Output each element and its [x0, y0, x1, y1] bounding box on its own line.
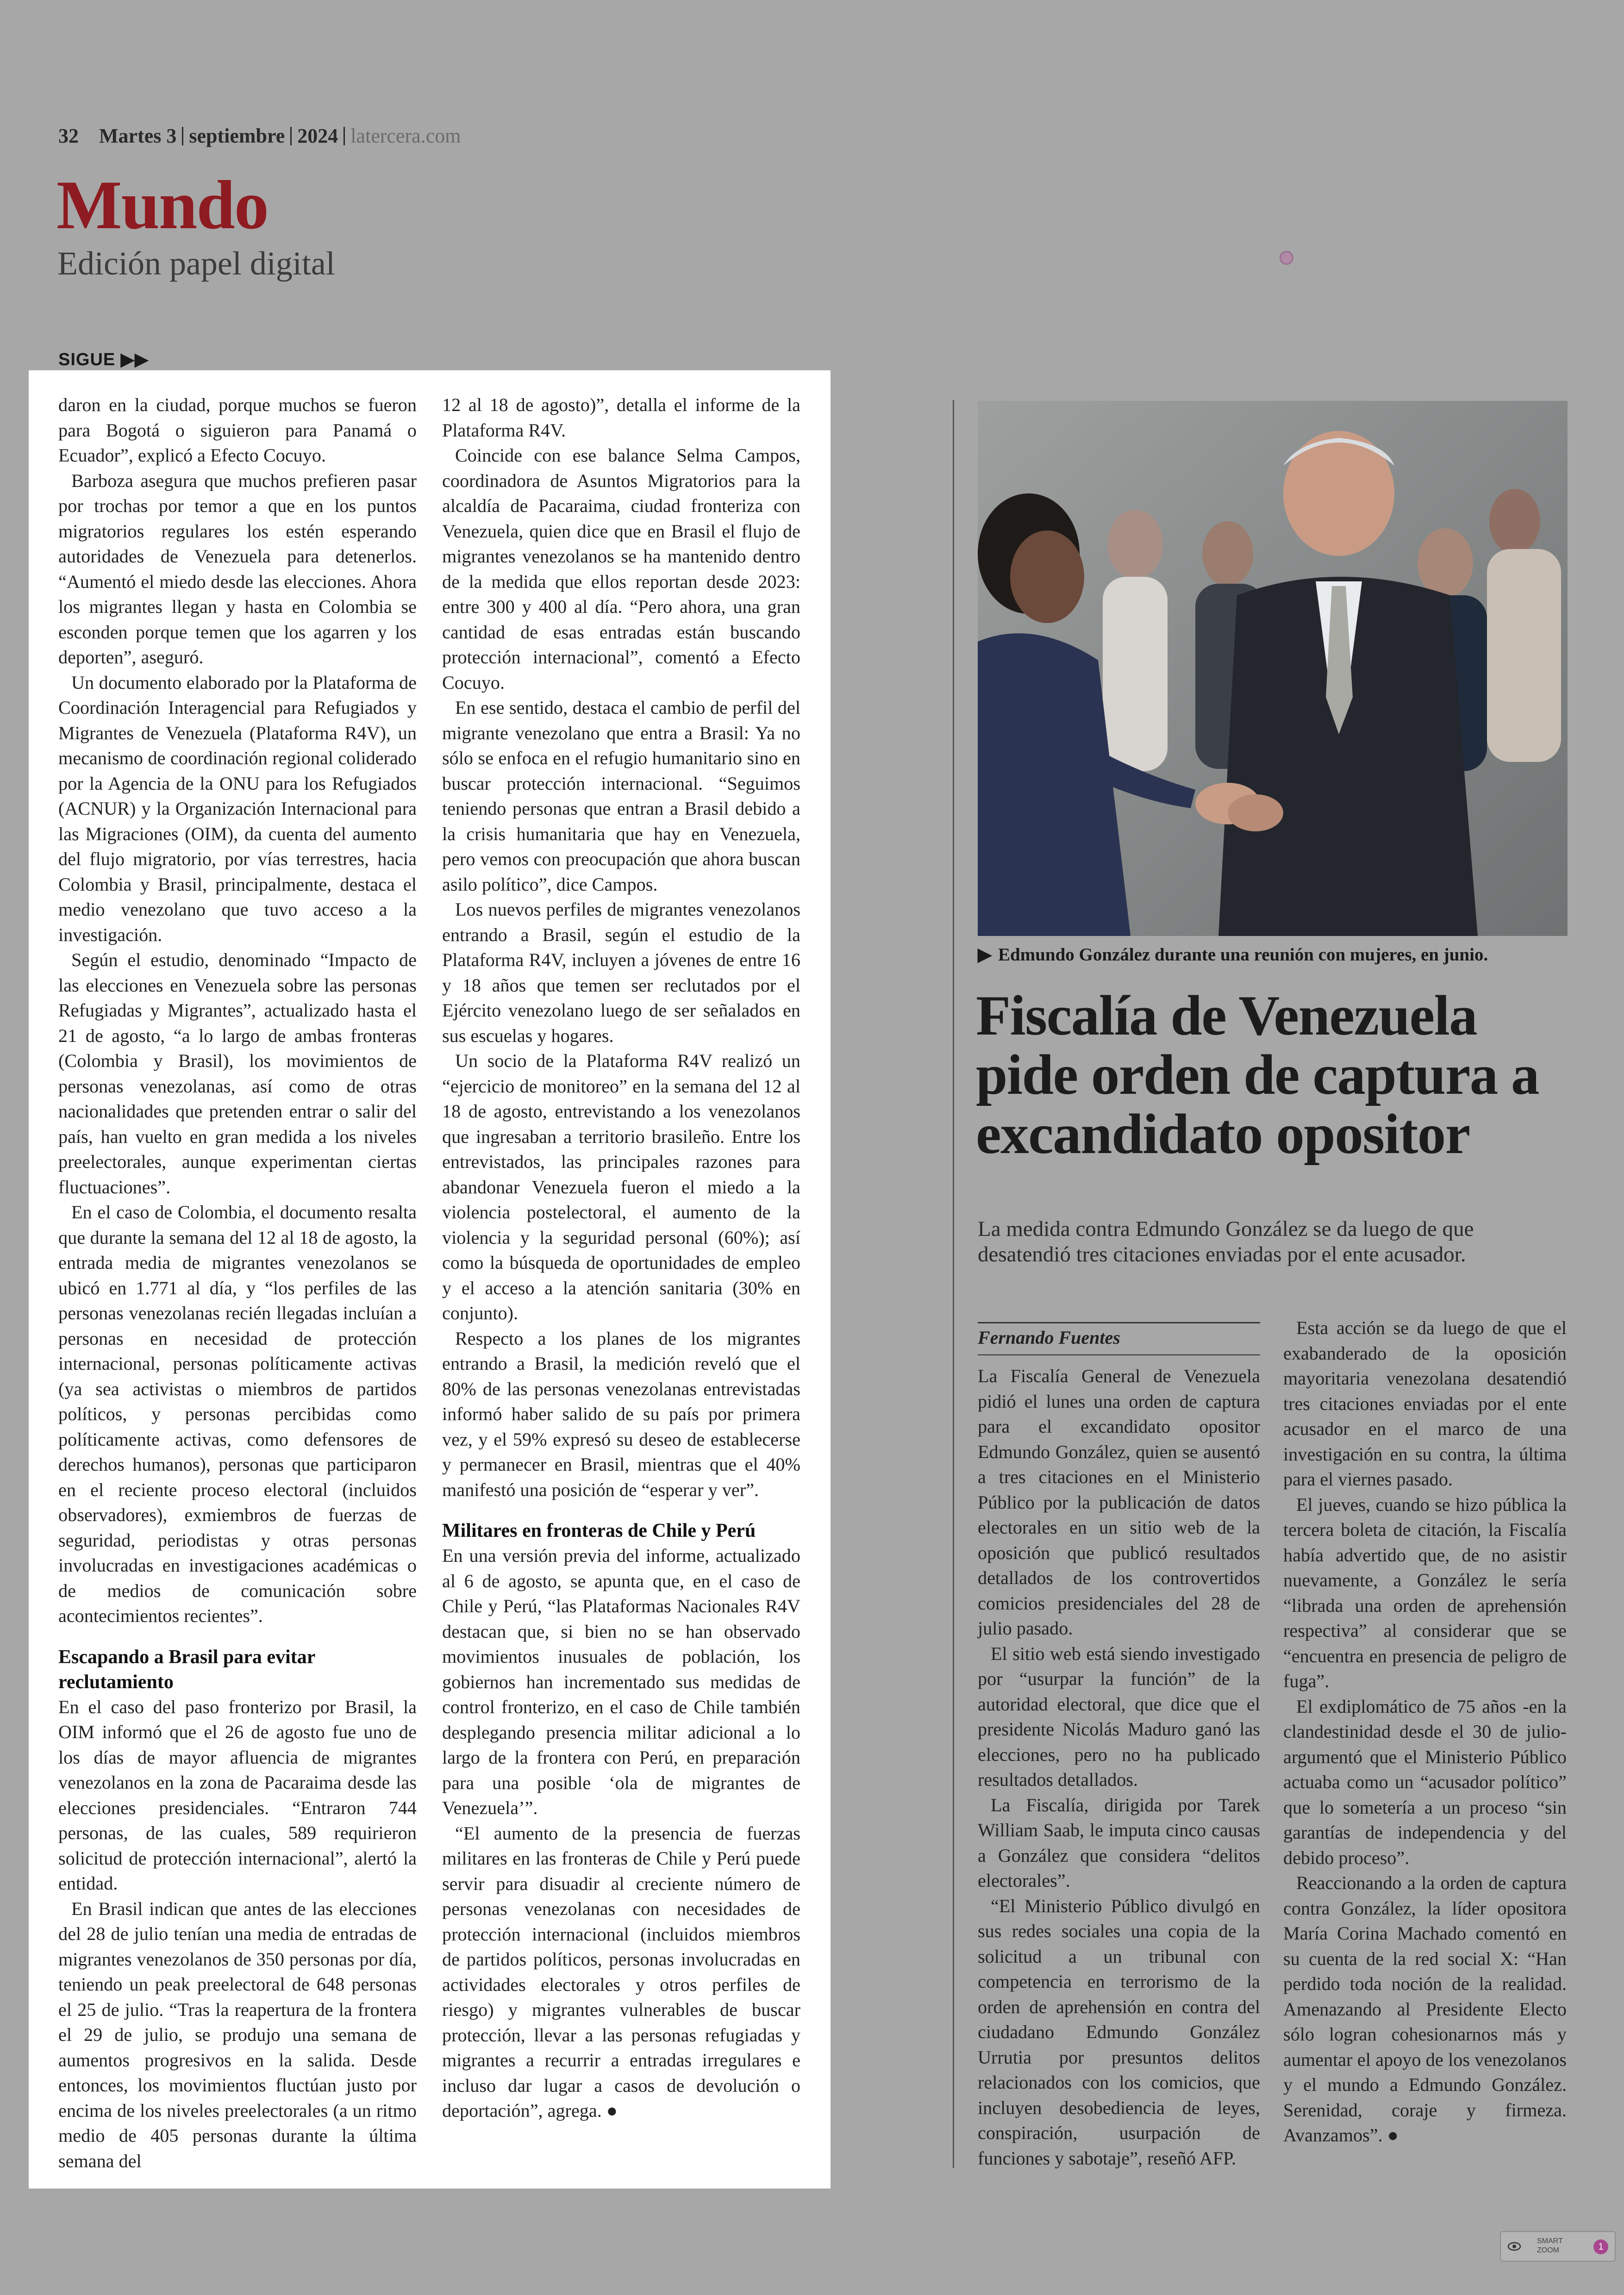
paragraph: Según el estudio, denominado “Impacto de las elecciones en Venezuela sobre las personas Refugiadas y Migrantes”, actualizado hasta el 21 de agosto, “a lo largo de ambas fronteras (Colombia y Brasil), los movimientos de personas venezolanas, así como de otras nacionalidades que pretenden entrar o salir del país, han vuelto en gran medida a los niveles preelectorales, aunque experimentan ciertas fluctuaciones”.	[58, 949, 417, 1197]
article-photo	[978, 401, 1568, 936]
header-divider	[344, 127, 345, 145]
continue-label: SIGUE ▶▶	[58, 350, 149, 369]
column-divider	[953, 400, 954, 2168]
paragraph: En una versión previa del informe, actualizado al 6 de agosto, se apunta que, en el caso de Chile y Perú, “las Plataformas Nacionales R4V destacan que, si bien no se han observado movimientos inusuales de población, los gobiernos han incrementado sus medidas de control fronterizo, en el caso de Chile también desplegando presencia militar adicional a lo largo de la frontera con Perú, en preparación para una posible ‘ola de migrantes de Venezuela’”.	[442, 1545, 800, 1818]
paragraph: “El Ministerio Público divulgó en sus redes sociales una copia de la solicitud a un tribunal con competencia en terrorismo de la orden de aprehensión en contra del ciudadano Edmundo González Urrutia por presuntos delitos relacionados con los comicios, que incluyen desobediencia de leyes, conspiración, usurpación de funciones y sabotaje”, reseñó AFP.	[978, 1895, 1260, 2169]
paragraph: La Fiscalía General de Venezuela pidió el lunes una orden de captura para el excandidato opositor Edmundo González, quien se ausentó a tres citaciones en el Ministerio Público por la publicación de datos electorales en un sitio web de la oposición que publicó resultados detallados de los controvertidos comicios presidenciales del 28 de julio pasado.	[978, 1366, 1260, 1639]
header-year: 2024	[297, 125, 338, 147]
photo-caption	[978, 944, 1488, 965]
paragraph: Un documento elaborado por la Plataforma de Coordinación Interagencial para Refugiados y Migrantes de Venezuela (Plataforma R4V), un mecanismo de coordinación regional coliderado por la Agencia de la ONU para los Refugiados (ACNUR) y la Organización Internacional para las Migraciones (OIM), da cuenta del aumento del flujo migratorio, por vías terrestres, hacia Colombia y Brasil, principalmente, destaca el medio venezolano que tuvo acceso a la investigación.	[58, 672, 417, 945]
eye-icon	[1507, 2240, 1521, 2252]
paragraph: En ese sentido, destaca el cambio de perfil del migrante venezolano que entra a Brasil: Ya no sólo se enfoca en el refugio humanitario sino en buscar protección internacional. “Seguimos teniendo personas que entran a Brasil debido a la crisis humanitaria que hay en Venezuela, pero vemos con preocupación que ahora buscan asilo político”, dice Campos.	[442, 697, 800, 895]
article-headline: Fiscalía de Venezuela pide orden de captura a excandidato opositor	[976, 984, 1539, 1166]
smart-zoom-line2: ZOOM	[1537, 2246, 1559, 2254]
caption-marker-icon: ▶	[978, 945, 992, 965]
section-subtitle: Edición papel digital	[57, 245, 335, 282]
smart-zoom-label	[1537, 2237, 1563, 2255]
subheading: Militares en fronteras de Chile y Perú	[442, 1520, 756, 1541]
paragraph: Reaccionando a la orden de captura contra González, la líder opositora María Corina Machado comentó en su cuenta de la red social X: “Han perdido toda noción de la realidad. Amenazando al Presidente Electo sólo logran cohesionarnos más y aumentar el apoyo de los venezolanos y el mundo a Edmundo González. Serenidad, coraje y firmeza. Avanzamos”. ●	[1283, 1872, 1567, 2145]
article-byline: Fernando Fuentes	[978, 1327, 1120, 1348]
paragraph: En el caso de Colombia, el documento resalta que durante la semana del 12 al 18 de agosto, la entrada media de migrantes venezolanos se ubicó en 1.771 al día, y “los perfiles de las personas venezolanas recién llegadas incluían a personas en necesidad de protección internacional, personas políticamente activas (ya sea activistas o miembros de partidos políticos, y personas percibidas como políticamente activas, como defensores de derechos humanos), personas que participaron en el reciente proceso electoral (incluidos observadores), exmiembros de fuerzas de seguridad, periodistas y otras personas involucradas en investigaciones académicas o de medios de comunicación sobre acontecimientos recientes”.	[58, 1202, 417, 1626]
byline-rule	[978, 1322, 1260, 1323]
paragraph: El jueves, cuando se hizo pública la tercera boleta de citación, la Fiscalía había advertido que, de no asistir nuevamente, a González le sería “librada una orden de aprehensión respectiva” al considerar que se “encuentra en presencia de peligro de fuga”.	[1283, 1494, 1567, 1691]
paragraph: Un socio de la Plataforma R4V realizó un “ejercicio de monitoreo” en la semana del 12 al 18 de agosto, entrevistando a los venezolanos que ingresaban a territorio brasileño. Entre los entrevistados, las principales razones para abandonar Venezuela fueron el miedo a la violencia postelectoral, el aumento de la violencia y la seguridad personal (60%); así como la búsqueda de oportunidades de empleo y el acceso a la atención sanitaria (30% en conjunto).	[442, 1050, 800, 1323]
paragraph: Esta acción se da luego de que el exabanderado de la oposición mayoritaria venezolana desatendió tres citaciones enviadas por el ente acusador en el marco de una investigación en su contra, la última para el viernes pasado.	[1283, 1317, 1567, 1490]
hotspot-dot[interactable]	[1280, 251, 1293, 265]
paragraph: En Brasil indican que antes de las elecciones del 28 de julio tenían una media de entradas de migrantes venezolanos de 350 personas por día, teniendo un peak preelectoral de 648 personas el 25 de julio. “Tras la reapertura de la frontera el 29 de julio, se produjo una semana de aumentos progresivos en la salida. Desde entonces, los movimientos fluctúan justo por encima de los niveles preelectorales (a un ritmo medio de 405 personas durante la última semana del	[58, 1898, 417, 2171]
paragraph: En el caso del paso fronterizo por Brasil, la OIM informó que el 26 de agosto fue uno de los días de mayor afluencia de migrantes venezolanos en la zona de Pacaraima desde las elecciones presidenciales. “Entraron 744 personas, de las cuales, 589 requirieron solicitud de protección internacional”, alertó la entidad.	[58, 1696, 417, 1894]
continuation-middle-column	[442, 393, 800, 2124]
photo-caption-text: Edmundo González durante una reunión con mujeres, en junio.	[998, 945, 1488, 965]
page-number: 32	[58, 125, 79, 147]
header-divider	[290, 127, 292, 145]
continuation-left-column	[58, 393, 417, 2174]
paragraph: 12 al 18 de agosto)”, detalla el informe de la Plataforma R4V.	[442, 394, 800, 441]
header-divider	[182, 127, 183, 145]
paragraph: daron en la ciudad, porque muchos se fueron para Bogotá o siguieron para Panamá o Ecuador”, explicó a Efecto Cocuyo.	[58, 394, 417, 466]
subheading: Escapando a Brasil para evitar reclutamiento	[58, 1646, 315, 1693]
paragraph: El sitio web está siendo investigado por “usurpar la función” de la autoridad electoral, que dice que el presidente Nicolás Maduro ganó las elecciones, pero no ha publicado resultados detallados.	[978, 1643, 1260, 1790]
byline-rule	[978, 1354, 1260, 1355]
article-column-2	[1283, 1316, 1567, 2148]
header-day: Martes 3	[99, 125, 177, 147]
paragraph: Coincide con ese balance Selma Campos, coordinadora de Asuntos Migratorios para la alcaldía de Pacaraima, ciudad fronteriza con Venezuela, quien dice que en Brasil el flujo de migrantes venezolanos se ha mantenido dentro de la medida que ellos reportan desde 2023: entre 300 y 400 al día. “Pero ahora, una gran cantidad de esas entradas están buscando protección internacional”, comentó a Efecto Cocuyo.	[442, 445, 800, 693]
paragraph: El exdiplomático de 75 años -en la clandestinidad desde el 30 de julio- argumentó que el Ministerio Público actuaba como un “acusador político” que lo sometería a un proceso “sin garantías de independencia y del debido proceso”.	[1283, 1696, 1567, 1868]
smart-zoom-button[interactable]	[1500, 2231, 1616, 2262]
paragraph: Respecto a los planes de los migrantes entrando a Brasil, la medición reveló que el 80% de las personas venezolanas entrevistadas informó haber salido de su país por primera vez, y el 59% expresó su deseo de establecerse y permanecer en Brasil, mientras que el 40% manifestó una posición de “esperar y ver”.	[442, 1328, 800, 1500]
header-month: septiembre	[189, 125, 285, 147]
article-column-1	[978, 1364, 1260, 2171]
smart-zoom-line1: SMART	[1537, 2237, 1563, 2245]
page-header	[58, 124, 461, 148]
paragraph: Los nuevos perfiles de migrantes venezolanos entrando a Brasil, según el estudio de la Plataforma R4V, incluyen a jóvenes de entre 16 y 18 años que temen ser reclutados por el Ejército venezolano luego de ser señalados en sus escuelas y hogares.	[442, 899, 800, 1046]
section-title: Mundo	[56, 167, 268, 243]
paragraph: Barboza asegura que muchos prefieren pasar por trochas por temor a que en los puntos migratorios regulares los estén esperando autoridades de Venezuela para detenerlos. “Aumentó el miedo desde las elecciones. Ahora los migrantes llegan y hasta en Colombia se esconden porque temen que los agarren y los deporten”, aseguró.	[58, 470, 417, 667]
smart-zoom-badge: 1	[1593, 2239, 1608, 2254]
paragraph: “El aumento de la presencia de fuerzas militares en las fronteras de Chile y Perú puede servir para disuadir al creciente número de personas venezolanas con necesidades de protección internacional (incluidos miembros de partidos políticos, personas involucradas en actividades electorales y otros perfiles de riesgo) y migrantes vulnerables de buscar protección, llevar a las personas refugiadas y migrantes a recurrir a entradas irregulares e incluso dar lugar a casos de devolución o deportación”, agrega. ●	[442, 1822, 800, 2121]
paragraph: La Fiscalía, dirigida por Tarek William Saab, le imputa cinco causas a González que considera “delitos electorales”.	[978, 1794, 1260, 1891]
article-deck: La medida contra Edmundo González se da luego de que desatendió tres citaciones enviadas por el ente acusador.	[978, 1217, 1474, 1266]
header-site-link[interactable]: latercera.com	[350, 125, 461, 147]
